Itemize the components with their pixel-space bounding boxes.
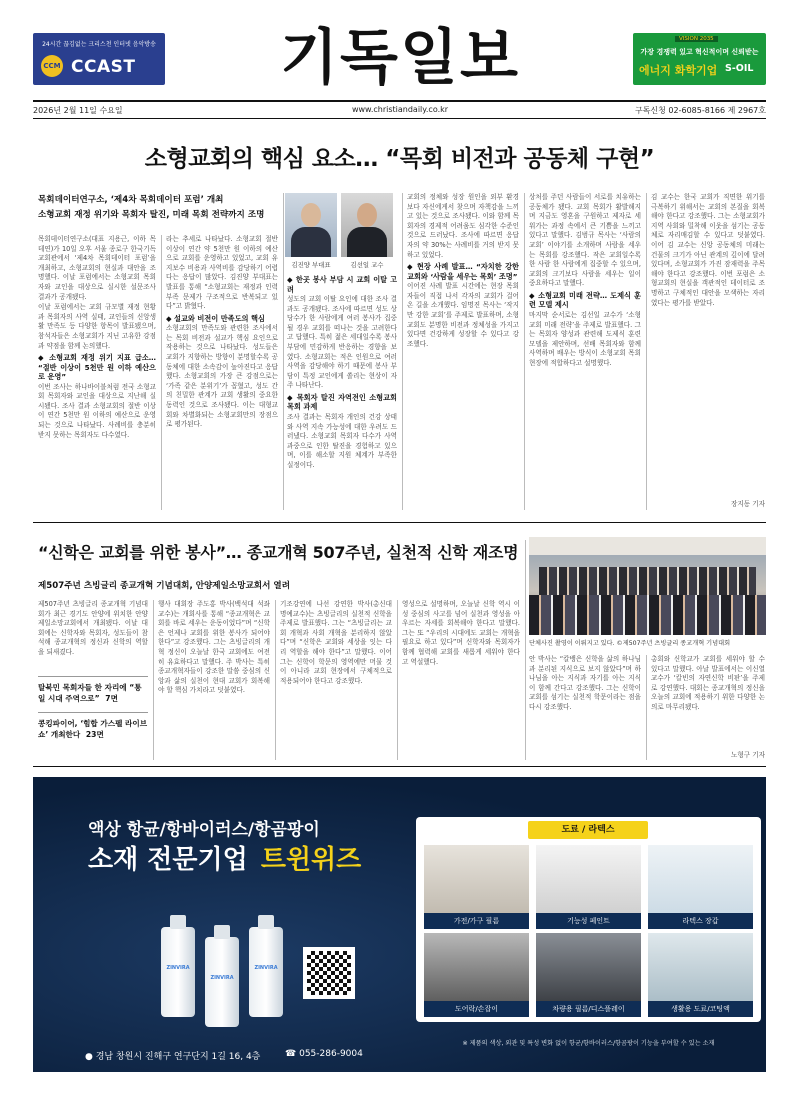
photo-caption-left: 김진양 부대표 xyxy=(291,261,331,269)
article2-column-3: 기조강연에 나선 강연한 박사(총신대 명예교수)는 츠빙글리의 실천적 신학을 주제로 발표했다. 그는 “츠빙글리는 교회 개혁과 사회 개혁을 분리하지 않았다”며 “신학은 교회와 세상을 잇는 다리 역할을 해야 한다”고 말했다. 이어 그는 신학이 학문의 영역에만 머물 것이 아니라 교회 현장에서 구체적으로 적용되어야 한다고 강조했다. xyxy=(280,600,392,685)
bottle-label-3: ZINVIRA xyxy=(254,965,278,971)
article2-byline: 노형구 기자 xyxy=(731,751,765,759)
ccm-logo-icon: CCM xyxy=(41,55,63,77)
article2-column-4: 영성으로 설명하며, 오늘날 신학 역시 이 성 중심의 사고를 넘어 실천과 영성을 아우르는 자세를 회복해야 한다고 말했다. 그는 또 “우리의 시대에도 교회는 개혁을 필요로 하고 있다”며 신학자와 목회자가 함께 협력해 교회를 새롭게 세워야 한다고 역설했다. xyxy=(402,600,520,666)
article2-column-5: 안 박사는 “칼뱅은 신학을 삶의 하나님과 분리된 지식으로 보지 않았다”며 하나님을 아는 지식과 자기를 아는 지식이 함께 간다고 강조했다. 그는 신학이 교회를 섬기는 실천적 학문이라는 점을 다시 강조했다. xyxy=(529,655,641,711)
article1-col1-para3: 이번 조사는 하나바이블처럼 전국 소형교회 목회자와 교인을 대상으로 지난해 실시됐다. 조사 결과 소형교회의 절반 이상이 연간 5천만 원 이하의 예산으로 운영되는 것으로 나타났다. 사례비를 충분히 받지 못하는 목회자도 다수였다. xyxy=(38,382,156,439)
article1-col2-subhead: ◆ 설교와 비전이 만족도의 핵심 xyxy=(166,313,265,323)
article1-column-5 xyxy=(529,193,641,510)
tile-vehicle-film: 차량용 필름/디스플레이 xyxy=(536,933,641,1017)
article1-col3-subhead1: ◆ 한곳 봉사 부담 시 교회 이탈 고려 xyxy=(287,275,397,294)
ad-brand-name: 트윈위즈 xyxy=(260,845,362,875)
article1-deck2: 소형교회 재정 위기와 목회자 탈진, 미래 목회 전략까지 조명 xyxy=(38,210,265,220)
tile-appliance-film: 가전/가구 필름 xyxy=(424,845,529,929)
article1-col4-para1: 교회의 정체와 성장 원인을 외부 환경보다 자신에게서 찾으며 자책감을 느끼고 있는 것으로 조사됐다. 이와 함께 목회자의 경제적 어려움도 심각한 수준인 것으로 드러났다. 조사에 따르면 응답자의 약 30%는 사례비를 거의 받지 못하고 있었다. xyxy=(407,193,519,259)
group-photo xyxy=(529,537,766,635)
photo-kim-seonil xyxy=(341,193,393,257)
article1-column-4 xyxy=(407,193,519,510)
subscription-info: 구독신청 02-6085-8166 제 2967호 xyxy=(634,106,766,115)
article1-col5-subhead: ◆ 소형교회 미래 전략… 도제식 훈련 모델 제시 xyxy=(529,290,641,310)
article1-col4-para2: 이어진 사례 발표 시간에는 현장 목회자들이 직접 나서 각자의 교회가 걸어온 길을 소개했다. 임명진 목사는 ‘작지만 강한 교회’를 주제로 발표하며, 소형교회도 분명한 비전과 정체성을 가지고 있다면 건강하게 성장할 수 있다고 강조했다. xyxy=(407,282,519,348)
website-link[interactable]: www.christiandaily.co.kr xyxy=(351,105,449,114)
article1-column-3 xyxy=(287,273,397,510)
product-panel xyxy=(416,817,761,1022)
panel-title: 도료 / 라텍스 xyxy=(528,821,648,839)
article1-col2-para2: 소형교회의 만족도와 관련한 조사에서는 목회 비전과 설교가 핵심 요인으로 작용하는 것으로 나타났다. 성도들은 교회가 지향하는 방향이 분명할수록 공동체에 대한 소속감이 높아진다고 응답했다. 소형교회의 가장 큰 강점으로는 ‘가족 같은 분위기’가 꼽혔고, 성도 간의 친밀한 관계가 교회 생활의 중요한 동력인 것으로 조사됐다. 이는 대형교회와 차별화되는 소형교회만의 장점으로 평가된다. xyxy=(166,324,278,429)
ad-headline-line1: 액상 항균/항바이러스/항곰팡이 xyxy=(88,820,320,840)
tile-door-lock: 도어락/손잡이 xyxy=(424,933,529,1017)
ad-address-text: 경남 창원시 진해구 연구단지 1길 16, 4층 xyxy=(95,1052,261,1062)
article2-deck: 제507주년 츠빙글리 종교개혁 기념대회, 안양제일소망교회서 열려 xyxy=(38,581,291,591)
article1-col5-para1: 상처를 주던 사람들이 서로를 치유하는 공동체가 됐다. 교회 목회가 활발해지며 지금도 영혼을 구원하고 제자로 세워가는 과정 속에서 큰 기쁨을 느끼고 있다고 말했다. 김범규 목사는 ‘사람의 교회’ 이야기를 소개하며 사람을 세우는 목회를 강조했다. 작은 교회일수록 한 사람 한 사람에게 집중할 수 있으며, 교회의 크기보다 사람을 세우는 일이 중요하다고 말했다. xyxy=(529,193,641,288)
article1-col2-para1: 라는 추세로 나타났다. 소형교회 절반 이상이 연간 약 5천만 원 이하의 예산으로 교회를 운영하고 있었고, 교회 유지보수 비용과 사역비를 감당하기 어렵다는 응답이 많았다. 김진양 부대표는 발표를 통해 “소형교회는 재정과 인력 부족 문제가 구조적으로 반복되고 있다”고 밝혔다. xyxy=(166,235,278,311)
ccast-tagline: 24시간 끊김없는 크리스천 인터넷 음악방송 xyxy=(42,41,156,48)
article1-col3-para2: 조사 결과는 목회자 개인의 건강 상태와 사역 지속 가능성에 대한 우려도 드러냈다. 소형교회 목회자 다수가 사역 과중으로 인한 탈진을 경험하고 있으며, 이를 해소할 지원 체계가 부족한 실정이다. xyxy=(287,412,397,469)
article1-column-1 xyxy=(38,235,156,510)
article1-col5-para2: 마지막 순서로는 김선일 교수가 ‘소형교회 미래 전략’을 주제로 발표했다. 그는 목회자 양성과 관련해 도제식 훈련 모델을 제안하며, 선배 목회자와 함께 사역하며 배우는 방식이 소형교회 목회 현장에 적합하다고 설명했다. xyxy=(529,310,641,367)
location-pin-icon: ● xyxy=(85,1052,93,1062)
ad-headline-line2 xyxy=(88,839,361,876)
article1-col1-para2: 이날 포럼에서는 교회 규모별 재정 현황과 목회자의 사역 실태, 교인들의 신앙생활 만족도 등 다양한 항목이 발표됐으며, 참석자들은 소형교회가 지닌 고유한 강점과 약점을 함께 논의했다. xyxy=(38,303,156,350)
article2-column-6: 총회와 신학교가 교회를 세워야 할 수 있다고 말했다. 아날 발표에서는 이신열 교수가 ‘칼빈의 자연신학 비판’을 주제로 강연했다. 대회는 종교개혁의 정신을 오늘의 교회에 적용하기 위한 다양한 논의로 마무리됐다. xyxy=(651,655,765,711)
newspaper-title: 기독일보 xyxy=(280,23,520,93)
phone-icon: ☎ xyxy=(285,1049,297,1059)
qr-code-icon[interactable] xyxy=(303,947,355,999)
teaser-1-text: 탈북민 목회자들 한 자리에 “통일 시대 주역으로” xyxy=(38,683,142,703)
ccast-brand: CCAST xyxy=(71,57,136,77)
teaser-1[interactable] xyxy=(38,682,148,704)
teaser-1-page: 7면 xyxy=(105,694,118,703)
article2-headline: “신학은 교회를 위한 봉사”… 종교개혁 507주년, 실천적 신학 재조명 xyxy=(38,543,519,562)
article1-col3-subhead2: ◆ 목회자 탈진 자역전인 소형교회 목회 과제 xyxy=(287,392,397,412)
product-bottles xyxy=(153,917,293,1037)
article2-column-2: 행사 대회장 주도홍 박사(백석대 석좌교수)는 개회사를 통해 “종교개혁은 교회를 바로 세우는 운동이었다”며 “신학은 언제나 교회를 위한 봉사가 되어야 한다”고 강조했다. 그는 츠빙글리의 개혁 정신이 오늘날 한국 교회에도 여전히 유효하다고 말했다. 주 박사는 특히 종교개혁자들이 강조한 말씀 중심의 신앙과 삶의 실천이 현대 교회가 회복해야 할 핵심 가치라고 덧붙였다. xyxy=(158,600,270,695)
photo-caption-right: 김선일 교수 xyxy=(350,261,384,269)
tile-household-coating: 생활용 도료/코팅액 xyxy=(648,933,753,1017)
teaser-2[interactable] xyxy=(38,718,148,740)
soil-brand: S-OIL xyxy=(725,63,754,74)
photo-kim-jinyang xyxy=(285,193,337,257)
article1-column-2 xyxy=(166,235,278,510)
teaser-2-page: 23면 xyxy=(85,730,104,739)
ad-phone xyxy=(285,1049,363,1059)
twinwiz-ad[interactable] xyxy=(33,777,766,1072)
article1-col1-para1: 목회데이터연구소(대표 지용근, 이하 목데연)가 10일 오후 서울 종로구 한국기독교회관에서 ‘제4차 목회데이터 포럼’을 개최하고, 소형교회의 현실과 대안을 조명했다. 이날 포럼에서는 소형교회 목회자와 교인을 대상으로 실시한 설문조사 결과가 공개됐다. xyxy=(38,235,156,301)
tile-functional-paint: 기능성 페인트 xyxy=(536,845,641,929)
article2-column-1: 제507주년 츠빙글리 종교개혁 기념대회가 최근 경기도 안양에 위치한 안양제일소망교회에서 개최됐다. 이날 대회에는 신학자와 목회자, 성도들이 참석해 종교개혁의 정신과 신학의 역할을 되새겼다. xyxy=(38,600,148,656)
article1-col1-subhead: ◆ 소형교회 재정 위기 지표 급소… “절반 이상이 5천만 원 이하 예산으로 운영” xyxy=(38,353,156,382)
bottle-label-2: ZINVIRA xyxy=(210,975,234,981)
bottle-label-1: ZINVIRA xyxy=(166,965,190,971)
article1-column-6 xyxy=(651,193,765,495)
ad-footnote: ※ 제품의 색상, 외관 및 특성 변화 없이 항균/항바이러스/항곰팡이 기능을 부여할 수 있는 소재 xyxy=(462,1040,715,1047)
soil-line1: 가장 경쟁력 있고 혁신적이며 신뢰받는 xyxy=(640,48,759,56)
article1-deck1: 목회데이터연구소, ‘제4차 목회데이터 포럼’ 개최 xyxy=(38,195,224,205)
group-photo-caption: 단체사진 촬영이 이뤄지고 있다. ©제507주년 츠빙글리 종교개혁 기념대회 xyxy=(529,640,731,647)
article1-byline: 장지동 기자 xyxy=(731,500,765,508)
article1-col3-para1: 성도의 교회 이탈 요인에 대한 조사 결과도 공개됐다. 조사에 따르면 성도 상당수가 한 사람에게 여러 봉사가 집중될 경우 교회를 떠나는 것을 고려한다고 답했다. 특히 젊은 세대일수록 봉사 부담에 민감하게 반응하는 경향을 보였다. 소형교회는 적은 인원으로 여러 사역을 감당해야 하기 때문에 봉사 부담이 특정 교인에게 쏠리는 현상이 자주 나타난다. xyxy=(287,295,397,390)
vision-badge: VISION 2035 xyxy=(675,36,718,42)
article1-col6-para1: 김 교수는 한국 교회가 직면한 위기를 극복하기 위해서는 교회의 본질을 회복해야 한다고 강조했다. 그는 소형교회가 지역 사회와 밀착해 이웃을 섬기는 공동체로 자리매김할 수 있다고 덧붙였다. 이어 김 교수는 신앙 공동체의 미래는 건물의 크기가 아닌 관계의 깊이에 달려 있다며, 소형교회가 가진 잠재력을 주목해야 한다고 강조했다. 이번 포럼은 소형교회의 현실을 객관적인 데이터로 조명하고 구체적인 대안을 모색하는 자리였다는 평가를 받았다. xyxy=(651,193,765,307)
issue-date: 2026년 2월 11일 수요일 xyxy=(33,106,123,115)
article1-headline: 소형교회의 핵심 요소… “목회 비전과 공동체 구현” xyxy=(144,146,655,172)
teaser-2-text: 콩킹파이어, ‘힘합 가스펠 라이브쇼’ 개최한다 xyxy=(38,719,148,739)
ad-line2-prefix: 소재 전문기업 xyxy=(88,845,248,875)
soil-line2: 에너지 화학기업 xyxy=(639,64,718,77)
ad-address xyxy=(85,1049,260,1062)
tile-latex-gloves: 라텍스 장갑 xyxy=(648,845,753,929)
right-ad-soil[interactable] xyxy=(633,33,766,85)
article1-col4-subhead: ◆ 현장 사례 발표… “자치한 강한 교회와 ‘사람을 세우는 목회’ 조명” xyxy=(407,262,519,281)
ad-phone-text: 055-286-9004 xyxy=(299,1049,363,1059)
left-ad-ccast[interactable] xyxy=(33,33,165,85)
